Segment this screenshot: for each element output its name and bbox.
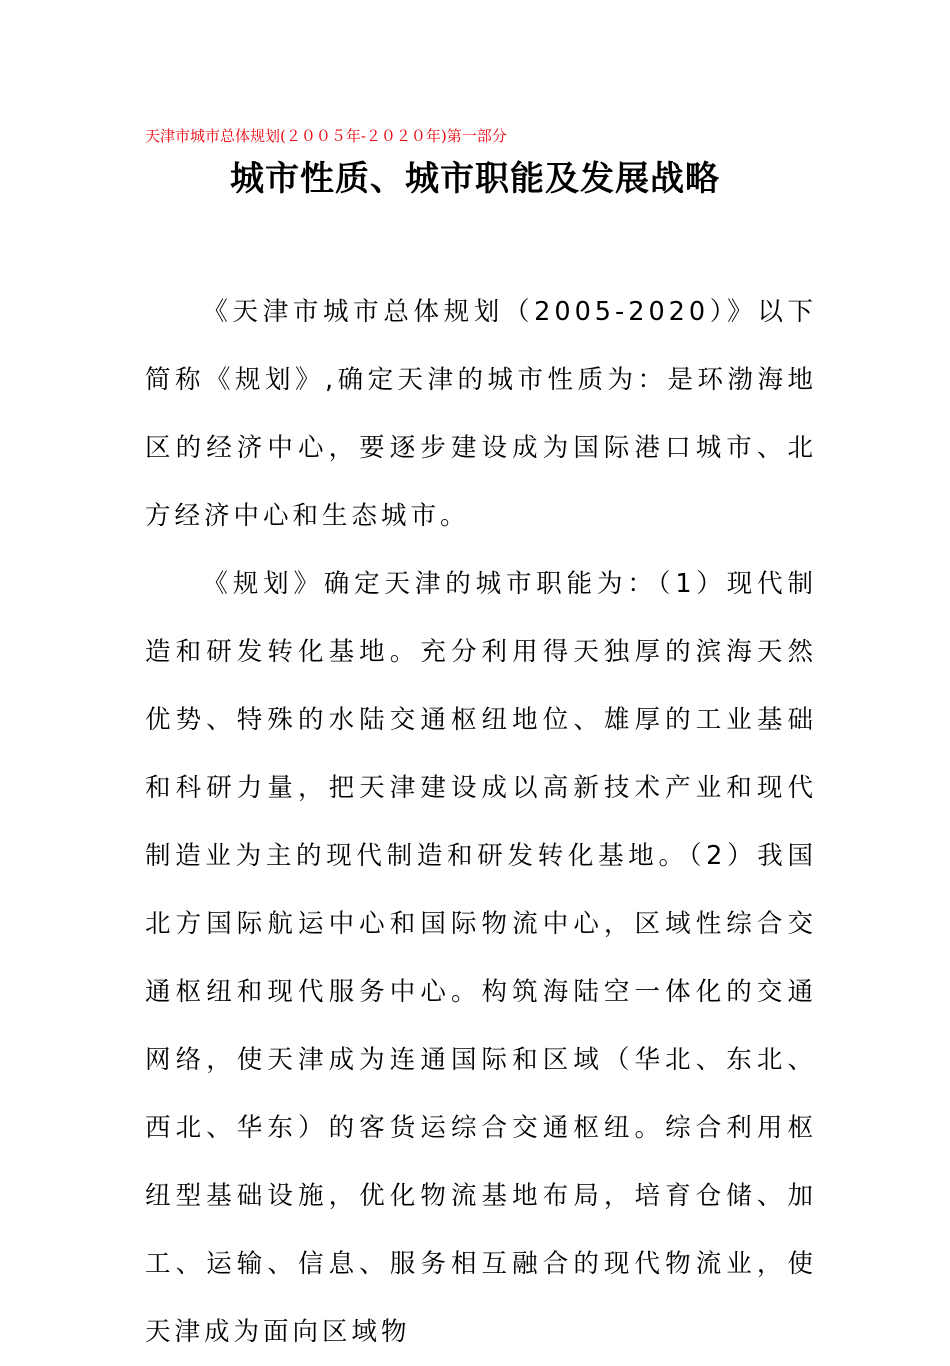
document-body	[145, 278, 817, 1366]
header-note: 天津市城市总体规划(２００５年-２０２０年)第一部分	[145, 127, 507, 145]
paragraph-city-functions: 《规划》确定天津的城市职能为：（1）现代制造和研发转化基地。充分利用得天独厚的滨海天然优势、特殊的水陆交通枢纽地位、雄厚的工业基础和科研力量，把天津建设成以高新技术产业和现代制造业为主的现代制造和研发转化基地。（2）我国北方国际航运中心和国际物流中心，区域性综合交通枢纽和现代服务中心。构筑海陆空一体化的交通网络，使天津成为连通国际和区域（华北、东北、西北、华东）的客货运综合交通枢纽。综合利用枢纽型基础设施，优化物流基地布局，培育仓储、加工、运输、信息、服务相互融合的现代物流业，使天津成为面向区域物	[145, 569, 817, 1347]
paragraph-city-nature: 《天津市城市总体规划（2005-2020）》以下简称《规划》,确定天津的城市性质为：是环渤海地区的经济中心，要逐步建设成为国际港口城市、北方经济中心和生态城市。	[145, 297, 817, 531]
page-title: 城市性质、城市职能及发展战略	[230, 159, 720, 199]
